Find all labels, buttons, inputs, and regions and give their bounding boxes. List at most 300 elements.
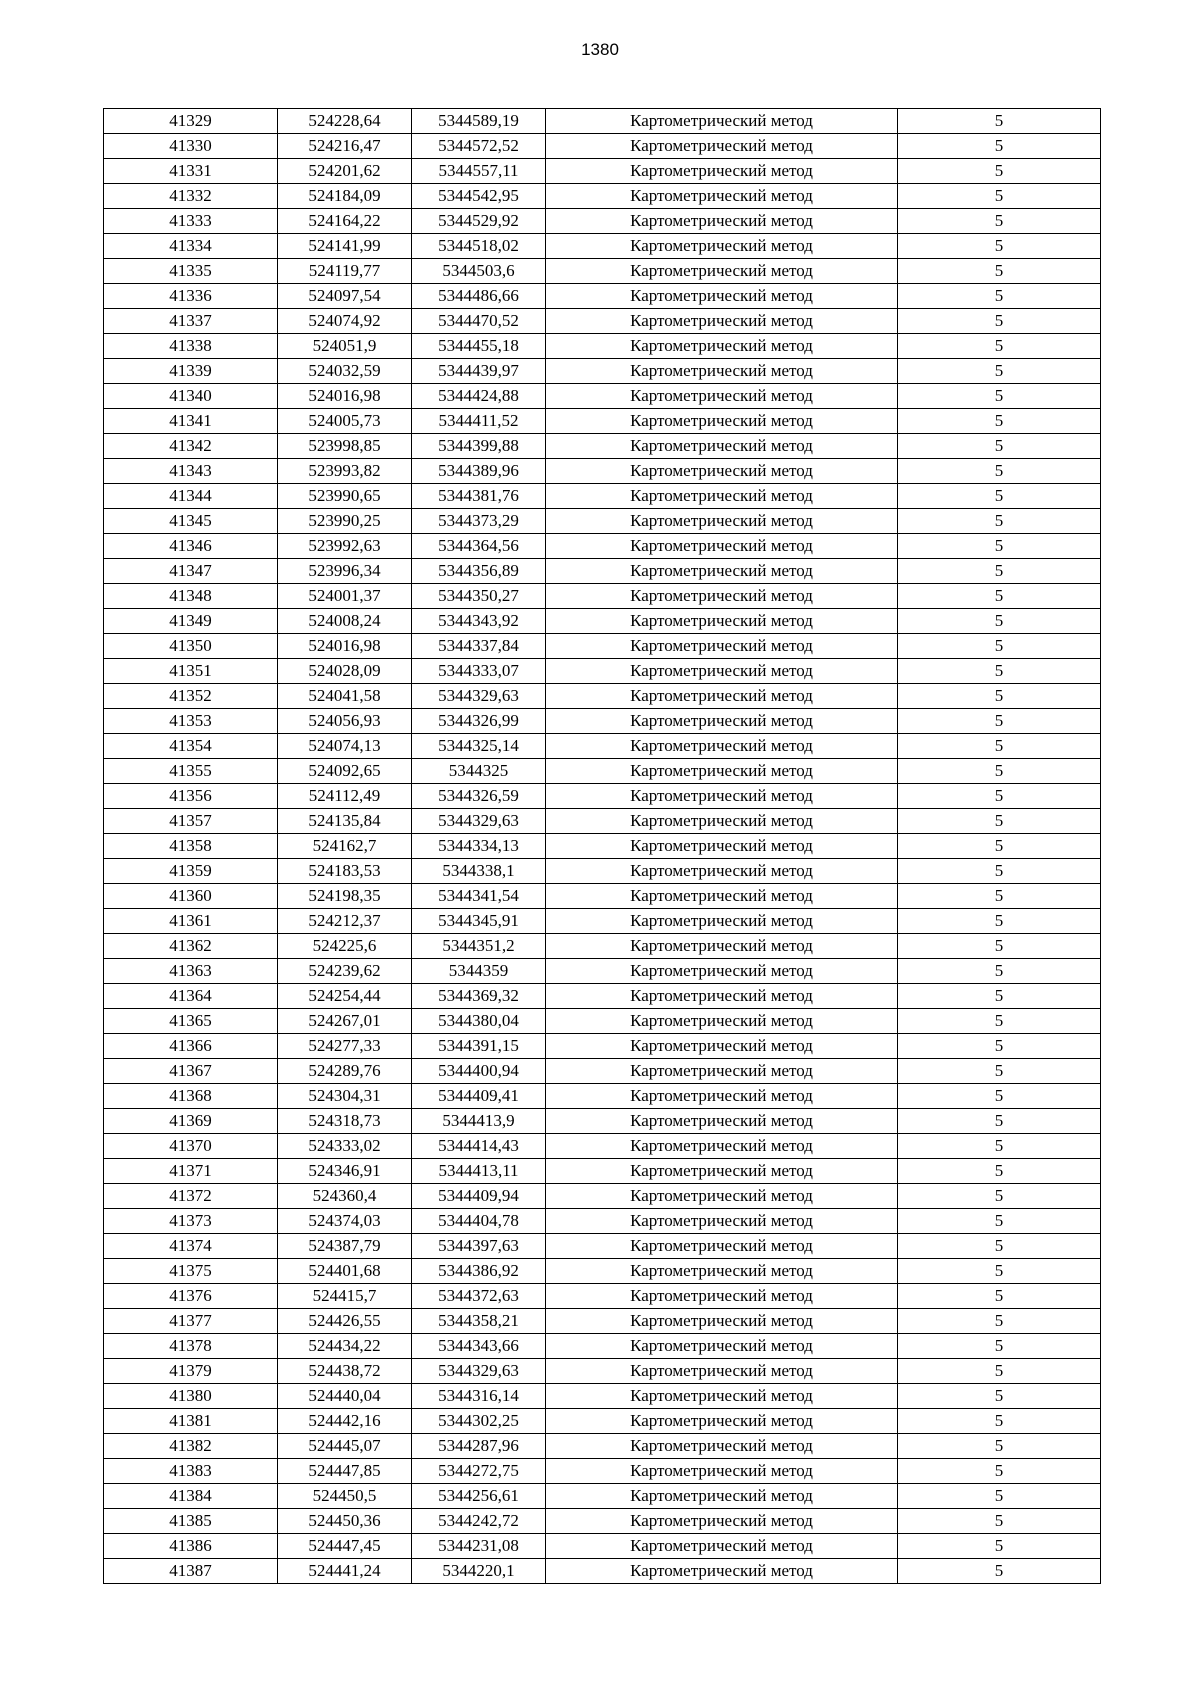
table-row — [104, 734, 1101, 759]
method-cell: Картометрический метод — [546, 134, 898, 159]
table-row — [104, 159, 1101, 184]
accuracy-cell: 5 — [898, 634, 1101, 659]
point-number-cell: 41336 — [104, 284, 278, 309]
point-number-cell: 41338 — [104, 334, 278, 359]
method-cell: Картометрический метод — [546, 834, 898, 859]
point-number-cell: 41359 — [104, 859, 278, 884]
y-coordinate-cell: 5344413,11 — [412, 1159, 546, 1184]
accuracy-cell: 5 — [898, 1284, 1101, 1309]
table-row — [104, 984, 1101, 1009]
y-coordinate-cell: 5344414,43 — [412, 1134, 546, 1159]
table-row — [104, 859, 1101, 884]
x-coordinate-cell: 524074,92 — [278, 309, 412, 334]
table-row — [104, 1434, 1101, 1459]
x-coordinate-cell: 524318,73 — [278, 1109, 412, 1134]
point-number-cell: 41343 — [104, 459, 278, 484]
accuracy-cell: 5 — [898, 1234, 1101, 1259]
point-number-cell: 41367 — [104, 1059, 278, 1084]
x-coordinate-cell: 524239,62 — [278, 959, 412, 984]
x-coordinate-cell: 524201,62 — [278, 159, 412, 184]
x-coordinate-cell: 524092,65 — [278, 759, 412, 784]
y-coordinate-cell: 5344337,84 — [412, 634, 546, 659]
accuracy-cell: 5 — [898, 1109, 1101, 1134]
table-row — [104, 1534, 1101, 1559]
accuracy-cell: 5 — [898, 1434, 1101, 1459]
y-coordinate-cell: 5344326,59 — [412, 784, 546, 809]
accuracy-cell: 5 — [898, 859, 1101, 884]
x-coordinate-cell: 524267,01 — [278, 1009, 412, 1034]
accuracy-cell: 5 — [898, 159, 1101, 184]
x-coordinate-cell: 524440,04 — [278, 1384, 412, 1409]
point-number-cell: 41384 — [104, 1484, 278, 1509]
y-coordinate-cell: 5344542,95 — [412, 184, 546, 209]
y-coordinate-cell: 5344518,02 — [412, 234, 546, 259]
table-row — [104, 884, 1101, 909]
point-number-cell: 41353 — [104, 709, 278, 734]
method-cell: Картометрический метод — [546, 1459, 898, 1484]
table-row — [104, 1184, 1101, 1209]
method-cell: Картометрический метод — [546, 1184, 898, 1209]
method-cell: Картометрический метод — [546, 184, 898, 209]
y-coordinate-cell: 5344343,92 — [412, 609, 546, 634]
point-number-cell: 41376 — [104, 1284, 278, 1309]
method-cell: Картометрический метод — [546, 334, 898, 359]
point-number-cell: 41372 — [104, 1184, 278, 1209]
point-number-cell: 41339 — [104, 359, 278, 384]
table-row — [104, 1484, 1101, 1509]
y-coordinate-cell: 5344455,18 — [412, 334, 546, 359]
method-cell: Картометрический метод — [546, 1209, 898, 1234]
accuracy-cell: 5 — [898, 934, 1101, 959]
method-cell: Картометрический метод — [546, 409, 898, 434]
accuracy-cell: 5 — [898, 759, 1101, 784]
x-coordinate-cell: 524333,02 — [278, 1134, 412, 1159]
table-row — [104, 334, 1101, 359]
point-number-cell: 41350 — [104, 634, 278, 659]
table-row — [104, 109, 1101, 134]
page-number: 1380 — [581, 40, 619, 59]
y-coordinate-cell: 5344220,1 — [412, 1559, 546, 1584]
y-coordinate-cell: 5344470,52 — [412, 309, 546, 334]
method-cell: Картометрический метод — [546, 1534, 898, 1559]
y-coordinate-cell: 5344341,54 — [412, 884, 546, 909]
point-number-cell: 41358 — [104, 834, 278, 859]
y-coordinate-cell: 5344272,75 — [412, 1459, 546, 1484]
point-number-cell: 41380 — [104, 1384, 278, 1409]
y-coordinate-cell: 5344338,1 — [412, 859, 546, 884]
accuracy-cell: 5 — [898, 359, 1101, 384]
x-coordinate-cell: 524041,58 — [278, 684, 412, 709]
point-number-cell: 41357 — [104, 809, 278, 834]
method-cell: Картометрический метод — [546, 1434, 898, 1459]
point-number-cell: 41348 — [104, 584, 278, 609]
accuracy-cell: 5 — [898, 434, 1101, 459]
point-number-cell: 41362 — [104, 934, 278, 959]
table-row — [104, 434, 1101, 459]
point-number-cell: 41374 — [104, 1234, 278, 1259]
accuracy-cell: 5 — [898, 884, 1101, 909]
y-coordinate-cell: 5344380,04 — [412, 1009, 546, 1034]
method-cell: Картометрический метод — [546, 1359, 898, 1384]
point-number-cell: 41354 — [104, 734, 278, 759]
table-row — [104, 1384, 1101, 1409]
point-number-cell: 41335 — [104, 259, 278, 284]
x-coordinate-cell: 523990,65 — [278, 484, 412, 509]
y-coordinate-cell: 5344364,56 — [412, 534, 546, 559]
table-row — [104, 459, 1101, 484]
method-cell: Картометрический метод — [546, 609, 898, 634]
table-row — [104, 759, 1101, 784]
point-number-cell: 41334 — [104, 234, 278, 259]
x-coordinate-cell: 524032,59 — [278, 359, 412, 384]
point-number-cell: 41346 — [104, 534, 278, 559]
accuracy-cell: 5 — [898, 1159, 1101, 1184]
table-row — [104, 934, 1101, 959]
accuracy-cell: 5 — [898, 1459, 1101, 1484]
y-coordinate-cell: 5344424,88 — [412, 384, 546, 409]
accuracy-cell: 5 — [898, 334, 1101, 359]
method-cell: Картометрический метод — [546, 1309, 898, 1334]
accuracy-cell: 5 — [898, 1359, 1101, 1384]
accuracy-cell: 5 — [898, 1334, 1101, 1359]
point-number-cell: 41351 — [104, 659, 278, 684]
method-cell: Картометрический метод — [546, 934, 898, 959]
x-coordinate-cell: 524277,33 — [278, 1034, 412, 1059]
method-cell: Картометрический метод — [546, 484, 898, 509]
x-coordinate-cell: 524304,31 — [278, 1084, 412, 1109]
y-coordinate-cell: 5344231,08 — [412, 1534, 546, 1559]
point-number-cell: 41378 — [104, 1334, 278, 1359]
x-coordinate-cell: 524162,7 — [278, 834, 412, 859]
accuracy-cell: 5 — [898, 309, 1101, 334]
table-row — [104, 1359, 1101, 1384]
method-cell: Картометрический метод — [546, 434, 898, 459]
point-number-cell: 41356 — [104, 784, 278, 809]
y-coordinate-cell: 5344409,94 — [412, 1184, 546, 1209]
accuracy-cell: 5 — [898, 184, 1101, 209]
accuracy-cell: 5 — [898, 1534, 1101, 1559]
method-cell: Картометрический метод — [546, 659, 898, 684]
y-coordinate-cell: 5344326,99 — [412, 709, 546, 734]
table-row — [104, 184, 1101, 209]
x-coordinate-cell: 524016,98 — [278, 384, 412, 409]
x-coordinate-cell: 524001,37 — [278, 584, 412, 609]
table-row — [104, 134, 1101, 159]
accuracy-cell: 5 — [898, 1409, 1101, 1434]
table-row — [104, 1409, 1101, 1434]
y-coordinate-cell: 5344329,63 — [412, 1359, 546, 1384]
x-coordinate-cell: 524016,98 — [278, 634, 412, 659]
point-number-cell: 41370 — [104, 1134, 278, 1159]
point-number-cell: 41329 — [104, 109, 278, 134]
table-row — [104, 1034, 1101, 1059]
table-row — [104, 1284, 1101, 1309]
accuracy-cell: 5 — [898, 659, 1101, 684]
x-coordinate-cell: 524008,24 — [278, 609, 412, 634]
table-row — [104, 784, 1101, 809]
method-cell: Картометрический метод — [546, 1559, 898, 1584]
method-cell: Картометрический метод — [546, 909, 898, 934]
y-coordinate-cell: 5344486,66 — [412, 284, 546, 309]
y-coordinate-cell: 5344386,92 — [412, 1259, 546, 1284]
y-coordinate-cell: 5344369,32 — [412, 984, 546, 1009]
y-coordinate-cell: 5344404,78 — [412, 1209, 546, 1234]
accuracy-cell: 5 — [898, 1259, 1101, 1284]
point-number-cell: 41333 — [104, 209, 278, 234]
y-coordinate-cell: 5344413,9 — [412, 1109, 546, 1134]
accuracy-cell: 5 — [898, 784, 1101, 809]
accuracy-cell: 5 — [898, 1134, 1101, 1159]
y-coordinate-cell: 5344356,89 — [412, 559, 546, 584]
method-cell: Картометрический метод — [546, 1259, 898, 1284]
point-number-cell: 41368 — [104, 1084, 278, 1109]
x-coordinate-cell: 523996,34 — [278, 559, 412, 584]
accuracy-cell: 5 — [898, 734, 1101, 759]
method-cell: Картометрический метод — [546, 534, 898, 559]
table-row — [104, 234, 1101, 259]
y-coordinate-cell: 5344439,97 — [412, 359, 546, 384]
coordinates-table-body — [104, 109, 1101, 1584]
point-number-cell: 41366 — [104, 1034, 278, 1059]
method-cell: Картометрический метод — [546, 1084, 898, 1109]
table-row — [104, 534, 1101, 559]
method-cell: Картометрический метод — [546, 984, 898, 1009]
table-row — [104, 1334, 1101, 1359]
table-row — [104, 909, 1101, 934]
method-cell: Картометрический метод — [546, 459, 898, 484]
method-cell: Картометрический метод — [546, 1334, 898, 1359]
table-row — [104, 209, 1101, 234]
method-cell: Картометрический метод — [546, 734, 898, 759]
point-number-cell: 41355 — [104, 759, 278, 784]
x-coordinate-cell: 524141,99 — [278, 234, 412, 259]
y-coordinate-cell: 5344399,88 — [412, 434, 546, 459]
table-row — [104, 634, 1101, 659]
x-coordinate-cell: 524401,68 — [278, 1259, 412, 1284]
accuracy-cell: 5 — [898, 1309, 1101, 1334]
method-cell: Картометрический метод — [546, 234, 898, 259]
accuracy-cell: 5 — [898, 1059, 1101, 1084]
point-number-cell: 41363 — [104, 959, 278, 984]
x-coordinate-cell: 524289,76 — [278, 1059, 412, 1084]
method-cell: Картометрический метод — [546, 1134, 898, 1159]
y-coordinate-cell: 5344381,76 — [412, 484, 546, 509]
x-coordinate-cell: 524447,85 — [278, 1459, 412, 1484]
y-coordinate-cell: 5344333,07 — [412, 659, 546, 684]
method-cell: Картометрический метод — [546, 1484, 898, 1509]
accuracy-cell: 5 — [898, 234, 1101, 259]
method-cell: Картометрический метод — [546, 809, 898, 834]
table-row — [104, 1059, 1101, 1084]
point-number-cell: 41364 — [104, 984, 278, 1009]
x-coordinate-cell: 524135,84 — [278, 809, 412, 834]
point-number-cell: 41344 — [104, 484, 278, 509]
point-number-cell: 41369 — [104, 1109, 278, 1134]
y-coordinate-cell: 5344350,27 — [412, 584, 546, 609]
accuracy-cell: 5 — [898, 984, 1101, 1009]
accuracy-cell: 5 — [898, 1184, 1101, 1209]
y-coordinate-cell: 5344389,96 — [412, 459, 546, 484]
y-coordinate-cell: 5344256,61 — [412, 1484, 546, 1509]
y-coordinate-cell: 5344372,63 — [412, 1284, 546, 1309]
y-coordinate-cell: 5344351,2 — [412, 934, 546, 959]
table-row — [104, 309, 1101, 334]
accuracy-cell: 5 — [898, 484, 1101, 509]
point-number-cell: 41331 — [104, 159, 278, 184]
method-cell: Картометрический метод — [546, 1109, 898, 1134]
method-cell: Картометрический метод — [546, 1159, 898, 1184]
accuracy-cell: 5 — [898, 959, 1101, 984]
y-coordinate-cell: 5344589,19 — [412, 109, 546, 134]
table-row — [104, 1234, 1101, 1259]
point-number-cell: 41381 — [104, 1409, 278, 1434]
table-row — [104, 559, 1101, 584]
table-row — [104, 384, 1101, 409]
x-coordinate-cell: 524056,93 — [278, 709, 412, 734]
method-cell: Картометрический метод — [546, 684, 898, 709]
table-row — [104, 359, 1101, 384]
x-coordinate-cell: 524184,09 — [278, 184, 412, 209]
y-coordinate-cell: 5344400,94 — [412, 1059, 546, 1084]
y-coordinate-cell: 5344325 — [412, 759, 546, 784]
method-cell: Картометрический метод — [546, 634, 898, 659]
x-coordinate-cell: 524450,36 — [278, 1509, 412, 1534]
table-row — [104, 959, 1101, 984]
x-coordinate-cell: 524360,4 — [278, 1184, 412, 1209]
y-coordinate-cell: 5344572,52 — [412, 134, 546, 159]
x-coordinate-cell: 524112,49 — [278, 784, 412, 809]
method-cell: Картометрический метод — [546, 584, 898, 609]
table-row — [104, 484, 1101, 509]
accuracy-cell: 5 — [898, 284, 1101, 309]
table-row — [104, 1309, 1101, 1334]
y-coordinate-cell: 5344316,14 — [412, 1384, 546, 1409]
table-row — [104, 809, 1101, 834]
accuracy-cell: 5 — [898, 709, 1101, 734]
accuracy-cell: 5 — [898, 684, 1101, 709]
y-coordinate-cell: 5344329,63 — [412, 809, 546, 834]
point-number-cell: 41386 — [104, 1534, 278, 1559]
x-coordinate-cell: 524164,22 — [278, 209, 412, 234]
y-coordinate-cell: 5344358,21 — [412, 1309, 546, 1334]
table-row — [104, 684, 1101, 709]
method-cell: Картометрический метод — [546, 1034, 898, 1059]
table-row — [104, 1159, 1101, 1184]
accuracy-cell: 5 — [898, 809, 1101, 834]
point-number-cell: 41347 — [104, 559, 278, 584]
point-number-cell: 41340 — [104, 384, 278, 409]
table-row — [104, 834, 1101, 859]
accuracy-cell: 5 — [898, 1034, 1101, 1059]
method-cell: Картометрический метод — [546, 1384, 898, 1409]
x-coordinate-cell: 524434,22 — [278, 1334, 412, 1359]
accuracy-cell: 5 — [898, 1009, 1101, 1034]
table-row — [104, 1209, 1101, 1234]
y-coordinate-cell: 5344334,13 — [412, 834, 546, 859]
x-coordinate-cell: 524005,73 — [278, 409, 412, 434]
table-row — [104, 659, 1101, 684]
table-row — [104, 709, 1101, 734]
method-cell: Картометрический метод — [546, 1509, 898, 1534]
x-coordinate-cell: 523990,25 — [278, 509, 412, 534]
point-number-cell: 41377 — [104, 1309, 278, 1334]
x-coordinate-cell: 524254,44 — [278, 984, 412, 1009]
point-number-cell: 41330 — [104, 134, 278, 159]
accuracy-cell: 5 — [898, 459, 1101, 484]
point-number-cell: 41375 — [104, 1259, 278, 1284]
point-number-cell: 41345 — [104, 509, 278, 534]
point-number-cell: 41349 — [104, 609, 278, 634]
x-coordinate-cell: 524426,55 — [278, 1309, 412, 1334]
method-cell: Картометрический метод — [546, 259, 898, 284]
table-row — [104, 509, 1101, 534]
table-row — [104, 1259, 1101, 1284]
x-coordinate-cell: 524445,07 — [278, 1434, 412, 1459]
y-coordinate-cell: 5344325,14 — [412, 734, 546, 759]
point-number-cell: 41383 — [104, 1459, 278, 1484]
table-row — [104, 1084, 1101, 1109]
table-row — [104, 1459, 1101, 1484]
y-coordinate-cell: 5344557,11 — [412, 159, 546, 184]
point-number-cell: 41365 — [104, 1009, 278, 1034]
x-coordinate-cell: 524228,64 — [278, 109, 412, 134]
y-coordinate-cell: 5344529,92 — [412, 209, 546, 234]
point-number-cell: 41360 — [104, 884, 278, 909]
coordinates-table — [103, 108, 1101, 1584]
method-cell: Картометрический метод — [546, 759, 898, 784]
method-cell: Картометрический метод — [546, 309, 898, 334]
x-coordinate-cell: 524387,79 — [278, 1234, 412, 1259]
x-coordinate-cell: 524346,91 — [278, 1159, 412, 1184]
point-number-cell: 41352 — [104, 684, 278, 709]
x-coordinate-cell: 524212,37 — [278, 909, 412, 934]
x-coordinate-cell: 524074,13 — [278, 734, 412, 759]
method-cell: Картометрический метод — [546, 359, 898, 384]
accuracy-cell: 5 — [898, 409, 1101, 434]
y-coordinate-cell: 5344287,96 — [412, 1434, 546, 1459]
table-row — [104, 284, 1101, 309]
method-cell: Картометрический метод — [546, 784, 898, 809]
table-row — [104, 584, 1101, 609]
table-row — [104, 609, 1101, 634]
x-coordinate-cell: 524441,24 — [278, 1559, 412, 1584]
point-number-cell: 41382 — [104, 1434, 278, 1459]
point-number-cell: 41371 — [104, 1159, 278, 1184]
point-number-cell: 41341 — [104, 409, 278, 434]
y-coordinate-cell: 5344343,66 — [412, 1334, 546, 1359]
x-coordinate-cell: 524051,9 — [278, 334, 412, 359]
accuracy-cell: 5 — [898, 509, 1101, 534]
method-cell: Картометрический метод — [546, 1059, 898, 1084]
x-coordinate-cell: 524183,53 — [278, 859, 412, 884]
method-cell: Картометрический метод — [546, 559, 898, 584]
x-coordinate-cell: 524374,03 — [278, 1209, 412, 1234]
x-coordinate-cell: 524450,5 — [278, 1484, 412, 1509]
method-cell: Картометрический метод — [546, 209, 898, 234]
method-cell: Картометрический метод — [546, 109, 898, 134]
y-coordinate-cell: 5344345,91 — [412, 909, 546, 934]
table-row — [104, 1109, 1101, 1134]
point-number-cell: 41337 — [104, 309, 278, 334]
x-coordinate-cell: 524097,54 — [278, 284, 412, 309]
y-coordinate-cell: 5344503,6 — [412, 259, 546, 284]
y-coordinate-cell: 5344329,63 — [412, 684, 546, 709]
y-coordinate-cell: 5344411,52 — [412, 409, 546, 434]
method-cell: Картометрический метод — [546, 284, 898, 309]
accuracy-cell: 5 — [898, 1084, 1101, 1109]
accuracy-cell: 5 — [898, 259, 1101, 284]
point-number-cell: 41387 — [104, 1559, 278, 1584]
